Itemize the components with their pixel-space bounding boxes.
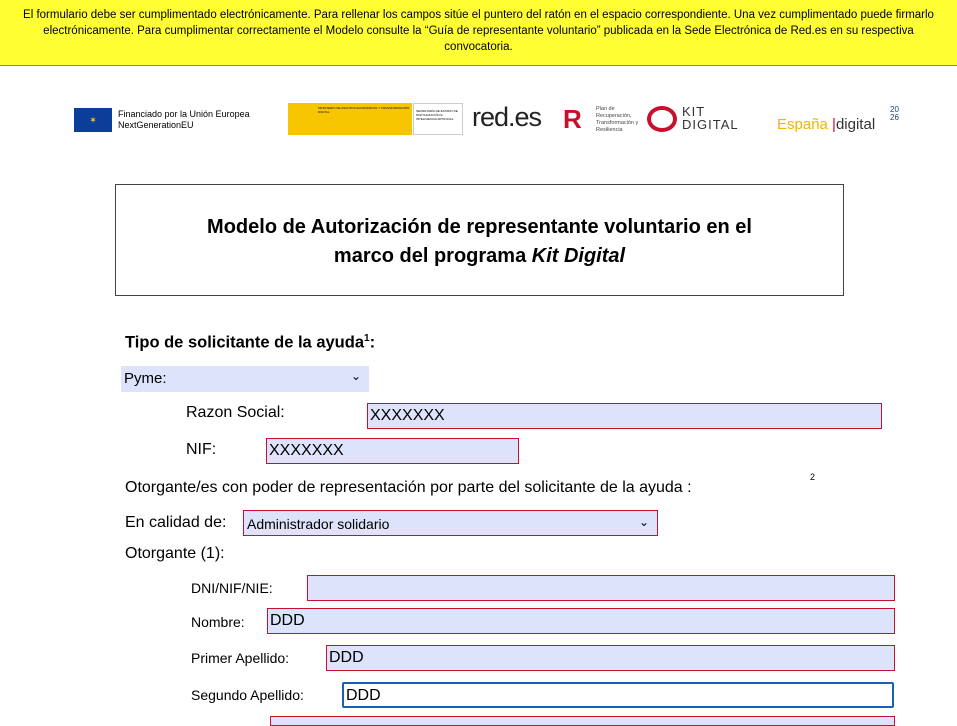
calidad-select[interactable] <box>243 510 658 536</box>
eu-flag-icon: ✶ <box>74 108 112 132</box>
ministerio-text: MINISTERIO DE ASUNTOS ECONÓMICOS Y TRANSFORMACIÓN DIGITAL <box>318 106 410 114</box>
footnote-1: 1 <box>364 333 370 344</box>
segundo-apellido-input[interactable]: DDD <box>342 682 894 708</box>
page-title <box>115 184 844 296</box>
eu-line1: Financiado por la Unión Europea <box>118 109 250 119</box>
otorgantes-label: Otorgante/es con poder de representación por parte del solicitante de la ayuda : <box>125 479 692 496</box>
kit-digital-icon <box>647 106 677 132</box>
year-2026: 2026 <box>890 105 899 122</box>
title-line2 <box>116 242 843 271</box>
kit-text: KIT <box>682 104 706 119</box>
title-prefix: marco del programa <box>333 245 532 267</box>
redes-logo: red.es <box>472 102 542 132</box>
nif-label: NIF: <box>186 441 217 458</box>
espana-text: España <box>777 116 828 133</box>
logos-strip <box>0 100 957 140</box>
eu-logo-text <box>118 109 250 131</box>
digital-word: digital <box>835 116 876 133</box>
next-input[interactable] <box>270 716 895 726</box>
razon-social-input[interactable]: XXXXXXX <box>367 403 882 429</box>
tipo-solicitante-select[interactable] <box>121 366 369 392</box>
calidad-select-value: Administrador solidario <box>247 516 390 532</box>
razon-social-label: Razon Social: <box>186 404 285 421</box>
espana-digital-logo: España |digital <box>777 116 876 133</box>
nombre-label: Nombre: <box>191 614 245 630</box>
tipo-colon: : <box>369 333 376 352</box>
footnote-2: 2 <box>810 472 816 482</box>
tipo-select-value: Pyme: <box>124 370 167 387</box>
plan-text: Plan de Recuperación, Transformación y Resiliencia <box>596 106 639 133</box>
title-line1: Modelo de Autorización de representante voluntario en el <box>207 216 752 238</box>
chevron-down-icon: ⌄ <box>638 515 649 529</box>
nif-input[interactable]: XXXXXXX <box>266 438 519 464</box>
nombre-input[interactable]: DDD <box>267 608 895 634</box>
kit-digital-logo <box>682 105 739 131</box>
gobierno-logo <box>288 103 412 135</box>
secretaria-text: SECRETARÍA DE ESTADO DE DIGITALIZACIÓN E INTELIGENCIA ARTIFICIAL <box>416 109 458 121</box>
otorgante-1-heading: Otorgante (1): <box>125 545 225 562</box>
primer-apellido-input[interactable]: DDD <box>326 645 895 671</box>
chevron-down-icon: ⌄ <box>350 369 361 383</box>
eu-line2: NextGenerationEU <box>118 120 194 130</box>
digital-text: DIGITAL <box>682 117 739 132</box>
prtr-logo-icon: R <box>563 104 582 134</box>
title-emphasis: Kit Digital <box>531 245 626 267</box>
calidad-label: En calidad de: <box>125 514 227 531</box>
segundo-apellido-label: Segundo Apellido: <box>191 687 304 703</box>
secretaria-logo <box>413 103 463 135</box>
primer-apellido-label: Primer Apellido: <box>191 650 290 666</box>
tipo-text: Tipo de solicitante de la ayuda <box>125 333 365 352</box>
tipo-solicitante-label <box>125 333 375 353</box>
dni-input[interactable] <box>307 575 895 601</box>
instructions-banner: El formulario debe ser cumplimentado electrónicamente. Para rellenar los campos sitúe el puntero del ratón en el espacio correspondiente. Una vez cumplimentado puede firmarlo electrónicamente. Para cumplimentar correctamente el Modelo consulte la “Guía de representante voluntario” publicada en la Sede Electrónica de Red.es en su respectiva convocatoria. <box>0 0 957 66</box>
dni-label: DNI/NIF/NIE: <box>191 580 273 596</box>
